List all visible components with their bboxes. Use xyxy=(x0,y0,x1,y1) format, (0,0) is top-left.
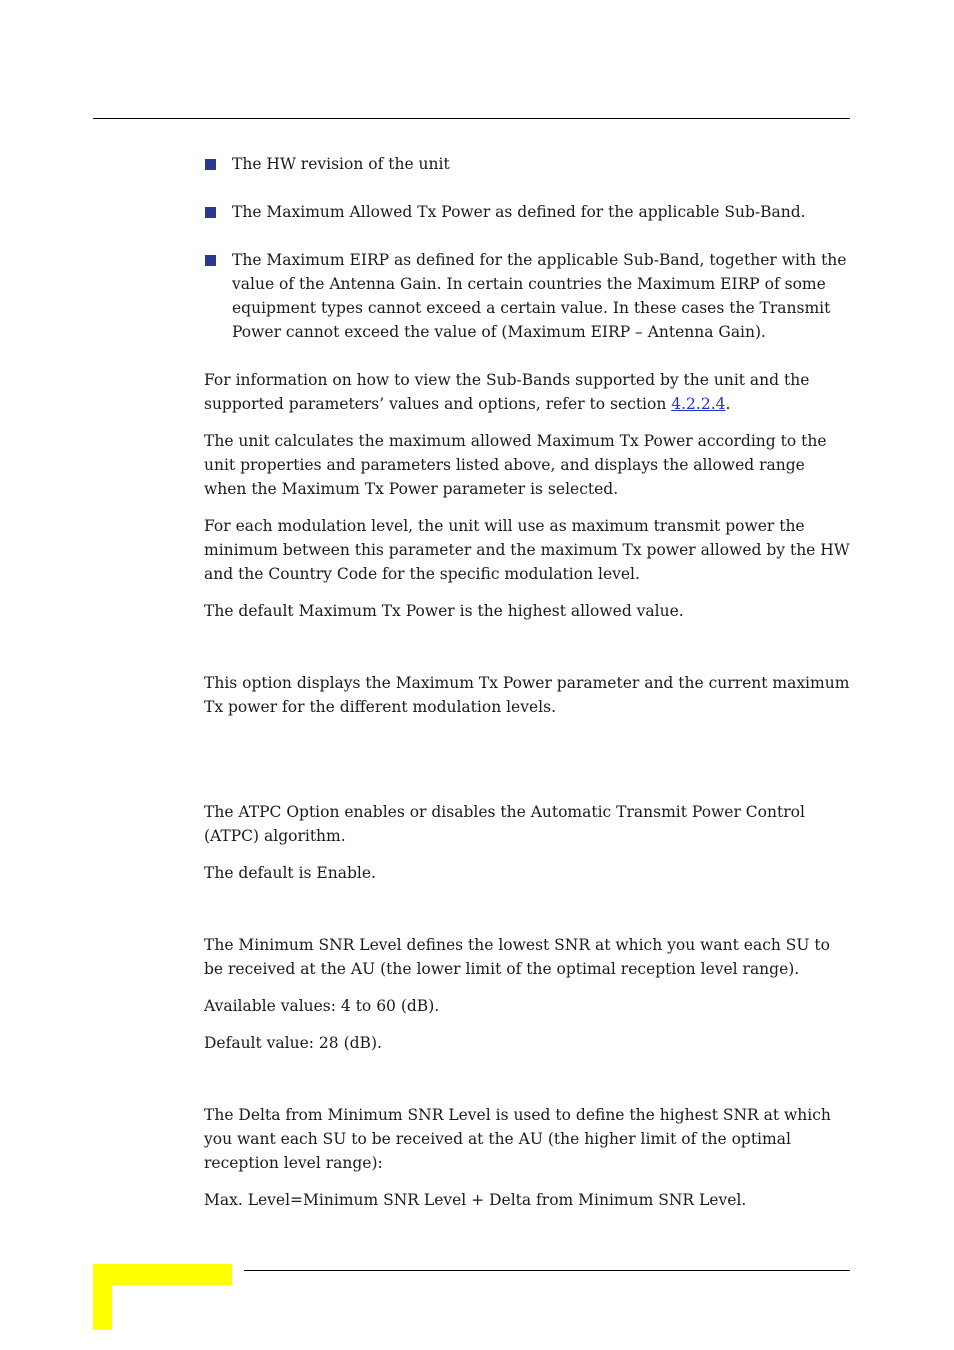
para-subbands-text: For information on how to view the Sub-Bands supported by the unit and the supported parameters’ values and options, refer to section xyxy=(204,371,810,413)
para-default-enable: The default is Enable. xyxy=(204,864,376,882)
para-calc: The unit calculates the maximum allowed Maximum Tx Power according to the unit properties and parameters listed above, and displays the allowed range when the Maximum Tx Power parameter is selected. xyxy=(204,432,827,498)
para-display: This option displays the Maximum Tx Power parameter and the current maximum Tx power for the different modulation levels. xyxy=(204,674,850,716)
para-subbands xyxy=(204,368,852,416)
footer-rule xyxy=(244,1270,850,1271)
bullet-square-icon xyxy=(205,159,216,170)
bullet-square-icon xyxy=(205,207,216,218)
para-modulation: For each modulation level, the unit will use as maximum transmit power the minimum between this parameter and the maximum Tx power allowed by the HW and the Country Code for the specific modulation level. xyxy=(204,517,850,583)
para-min-snr: The Minimum SNR Level defines the lowest SNR at which you want each SU to be received at the AU (the lower limit of the optimal reception level range). xyxy=(204,936,830,978)
para-atpc: The ATPC Option enables or disables the Automatic Transmit Power Control (ATPC) algorithm. xyxy=(204,803,805,845)
bullet-max-allowed-tx xyxy=(204,200,852,224)
bullet-hw-revision xyxy=(204,152,852,176)
bullet-square-icon xyxy=(205,255,216,266)
para-max-level: Max. Level=Minimum SNR Level + Delta from Minimum SNR Level. xyxy=(204,1191,747,1209)
bullet-text: The Maximum Allowed Tx Power as defined for the applicable Sub-Band. xyxy=(232,203,806,221)
bullet-text: The HW revision of the unit xyxy=(232,155,450,173)
para-default-28: Default value: 28 (dB). xyxy=(204,1034,382,1052)
para-subbands-end: . xyxy=(725,395,731,413)
para-available: Available values: 4 to 60 (dB). xyxy=(204,997,440,1015)
para-default-tx: The default Maximum Tx Power is the highest allowed value. xyxy=(204,602,684,620)
header-rule xyxy=(93,118,850,119)
bullet-max-eirp xyxy=(204,248,852,344)
section-link[interactable]: 4.2.2.4 xyxy=(671,395,726,413)
para-delta: The Delta from Minimum SNR Level is used to define the highest SNR at which you want each SU to be received at the AU (the higher limit of the optimal reception level range): xyxy=(204,1106,831,1172)
bullet-text: The Maximum EIRP as defined for the applicable Sub-Band, together with the value of the Antenna Gain. In certain countries the Maximum EIRP of some equipment types cannot exceed a certain value. In these cases the Transmit Power cannot exceed the value of (Maximum EIRP – Antenna Gain). xyxy=(232,251,847,341)
footer-corner-mark xyxy=(93,1264,232,1285)
footer-corner-mark-vertical xyxy=(93,1264,112,1330)
